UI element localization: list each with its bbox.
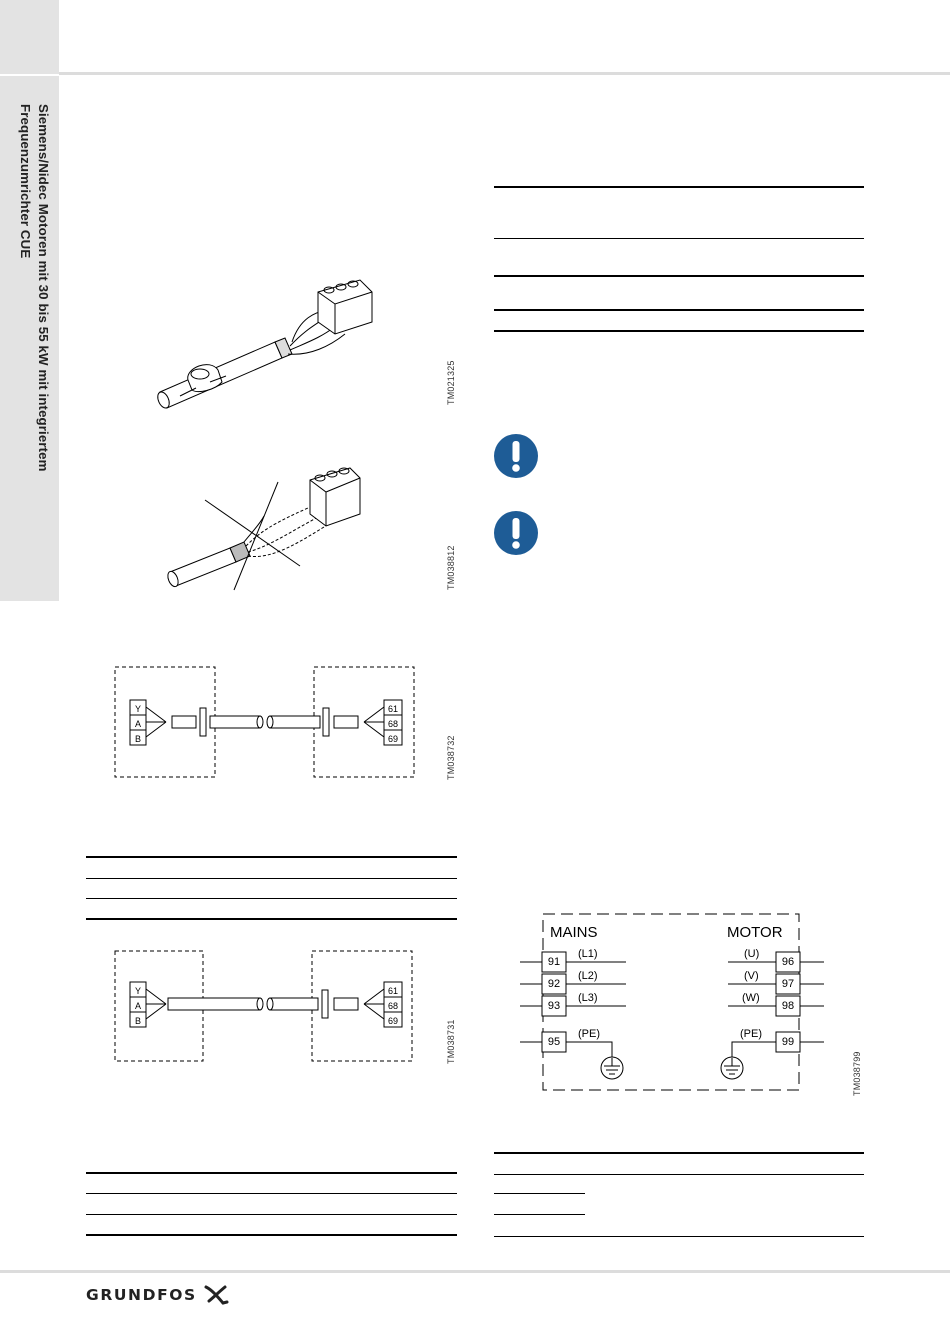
header-divider	[59, 72, 950, 75]
exclamation-warning-icon	[493, 510, 539, 556]
bus-wiring-figure-2	[110, 946, 430, 1068]
phase-l1: (L1)	[578, 948, 598, 960]
table-rule	[494, 1152, 864, 1154]
grundfos-logo	[86, 1284, 229, 1306]
terminal-label-68: 68	[387, 1001, 398, 1011]
table-rule	[86, 1214, 457, 1215]
table-rule	[494, 1174, 864, 1175]
cable-connector-figure	[160, 462, 380, 592]
section-title-line1: Siemens/Nidec Motoren mit 30 bis 55 kW mit integriertem	[36, 104, 51, 472]
tm-code-5: TM038799	[852, 1051, 862, 1096]
mains-label: MAINS	[550, 924, 598, 941]
table-rule	[494, 186, 864, 188]
phase-pe-mains: (PE)	[578, 1028, 600, 1040]
terminal-label-68: 68	[387, 719, 398, 729]
terminal-97: 97	[781, 978, 795, 990]
section-title-line2: Frequenzumrichter CUE	[18, 104, 33, 259]
terminal-92: 92	[547, 978, 561, 990]
terminal-93: 93	[547, 1000, 561, 1012]
terminal-96: 96	[781, 956, 795, 968]
section-title	[6, 104, 52, 544]
motor-label: MOTOR	[727, 924, 783, 941]
table-rule	[86, 878, 457, 879]
terminal-91: 91	[547, 956, 561, 968]
phase-w: (W)	[742, 992, 760, 1004]
bus1-right-labels	[384, 702, 402, 747]
table-rule	[494, 275, 864, 277]
brand-wordmark: GRUNDFOS	[86, 1286, 197, 1304]
bus2-left-labels	[130, 984, 146, 1029]
terminal-label-69: 69	[387, 734, 398, 744]
table-rule	[494, 238, 864, 239]
terminal-95: 95	[547, 1036, 561, 1048]
terminal-99: 99	[781, 1036, 795, 1048]
table-rule	[494, 309, 864, 311]
phase-l2: (L2)	[578, 970, 598, 982]
phase-v: (V)	[744, 970, 759, 982]
bus2-right-labels	[384, 984, 402, 1029]
terminal-label-b: B	[134, 734, 141, 744]
table-rule	[494, 330, 864, 332]
table-rule	[494, 1236, 864, 1237]
phase-pe-motor: (PE)	[740, 1028, 762, 1040]
table-rule	[86, 918, 457, 920]
table-rule	[494, 1193, 585, 1194]
tm-code-4: TM038731	[446, 1019, 456, 1064]
tm-code-3: TM038732	[446, 735, 456, 780]
phase-u: (U)	[744, 948, 760, 960]
terminal-label-y: Y	[134, 986, 141, 996]
terminal-label-y: Y	[134, 704, 141, 714]
table-rule	[86, 1193, 457, 1194]
table-rule	[86, 1172, 457, 1174]
table-rule	[86, 856, 457, 858]
bus-wiring-figure-1	[110, 662, 430, 784]
terminal-label-61: 61	[387, 986, 398, 996]
tm-code-2: TM038812	[446, 545, 456, 590]
terminal-98: 98	[781, 1000, 795, 1012]
cable-clamp-figure	[140, 270, 400, 420]
table-rule	[86, 1234, 457, 1236]
terminal-label-61: 61	[387, 704, 398, 714]
exclamation-warning-icon	[493, 433, 539, 479]
terminal-label-69: 69	[387, 1016, 398, 1026]
tm-code-1: TM021325	[446, 360, 456, 405]
grundfos-x-icon	[203, 1284, 229, 1306]
phase-l3: (L3)	[578, 992, 598, 1004]
footer-divider	[0, 1270, 950, 1273]
terminal-label-b: B	[134, 1016, 141, 1026]
table-rule	[86, 898, 457, 899]
bus1-left-labels	[130, 702, 146, 747]
header-tab	[0, 0, 59, 74]
terminal-label-a: A	[134, 1001, 141, 1011]
table-rule	[494, 1214, 585, 1215]
terminal-label-a: A	[134, 719, 141, 729]
